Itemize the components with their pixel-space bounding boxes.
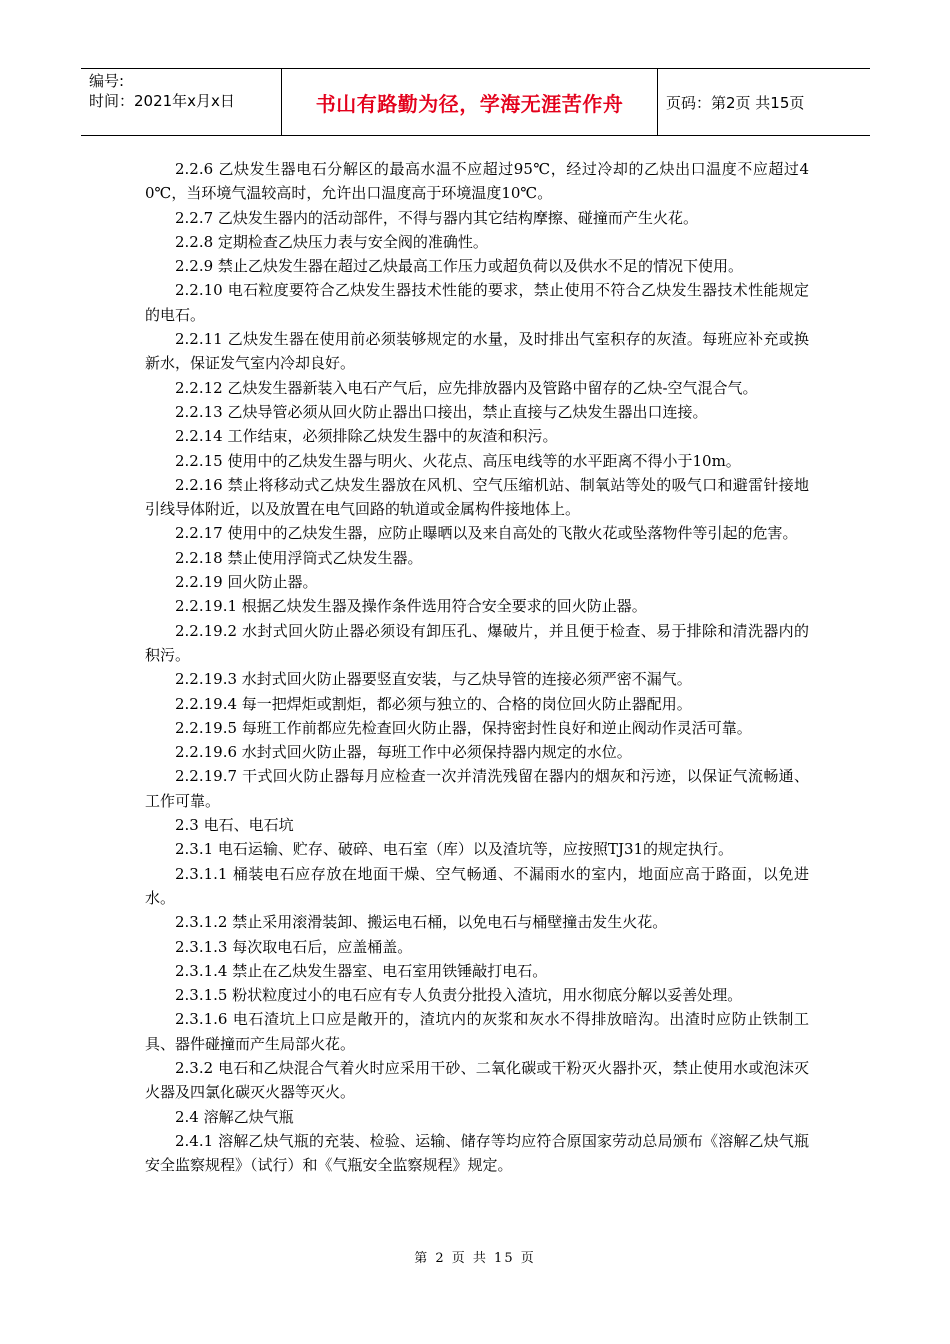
page-header [81, 68, 870, 136]
page-footer [0, 1247, 950, 1266]
footer-page-number: 第 2 页 共 15 页 [414, 1251, 536, 1266]
body-paragraph: 2.3.1.2 禁止采用滚滑装卸、搬运电石桶，以免电石与桶壁撞击发生火花。 [175, 913, 668, 932]
body-paragraph: 2.3 电石、电石坑 [175, 816, 294, 835]
body-paragraph: 2.3.1.3 每次取电石后，应盖桶盖。 [175, 937, 413, 956]
body-paragraph: 2.2.19.7 干式回火防止器每月应检查一次并清洗残留在器内的烟灰和污迹，以保证气流畅通、工作可靠。 [145, 767, 809, 810]
body-paragraph: 2.3.2 电石和乙炔混合气着火时应采用干砂、二氧化碳或干粉灭火器扑灭，禁止使用水或泡沫灭火器及四氯化碳灭火器等灭火。 [145, 1058, 809, 1102]
body-paragraph: 2.4.1 溶解乙炔气瓶的充装、检验、运输、储存等均应符合原国家劳动总局颁布《溶解乙炔气瓶安全监察规程》（试行）和《气瓶安全监察规程》规定。 [145, 1131, 809, 1175]
body-paragraph: 2.2.19.6 水封式回火防止器，每班工作中必须保持器内规定的水位。 [175, 743, 632, 762]
document-time-label: 时间：2021年x月x日 [89, 92, 235, 110]
body-paragraph: 2.2.17 使用中的乙炔发生器，应防止曝晒以及来自高处的飞散火花或坠落物件等引起的危害。 [175, 524, 798, 543]
body-paragraph: 2.2.18 禁止使用浮筒式乙炔发生器。 [175, 548, 423, 567]
body-paragraph: 2.2.19.3 水封式回火防止器要竖直安装，与乙炔导管的连接必须严密不漏气。 [175, 670, 692, 689]
body-paragraph: 2.2.12 乙炔发生器新装入电石产气后，应先排放器内及管路中留存的乙炔-空气混合气。 [175, 378, 758, 397]
body-paragraph: 2.4 溶解乙炔气瓶 [175, 1107, 294, 1126]
header-page-info: 页码：第2页 共15页 [666, 93, 805, 112]
body-paragraph: 2.2.10 电石粒度要符合乙炔发生器技术性能的要求，禁止使用不符合乙炔发生器技术性能规定的电石。 [145, 281, 809, 324]
body-paragraph: 2.3.1.1 桶装电石应存放在地面干燥、空气畅通、不漏雨水的室内，地面应高于路面，以免进水。 [145, 864, 809, 907]
body-paragraph: 2.2.19.2 水封式回火防止器必须设有卸压孔、爆破片，并且便于检查、易于排除和清洗器内的积污。 [145, 621, 809, 664]
header-meta-cell [81, 69, 282, 135]
body-paragraph: 2.2.19.4 每一把焊炬或割炬，都必须与独立的、合格的岗位回火防止器配用。 [175, 694, 692, 713]
body-paragraph: 2.2.19 回火防止器。 [175, 573, 318, 592]
header-motto-cell [282, 69, 658, 135]
body-paragraph: 2.2.6 乙炔发生器电石分解区的最高水温不应超过95℃，经过冷却的乙炔出口温度不应超过40℃，当环境气温较高时，允许出口温度高于环境温度10℃。 [145, 160, 809, 203]
body-paragraph: 2.2.11 乙炔发生器在使用前必须装够规定的水量，及时排出气室积存的灰渣。每班应补充或换新水，保证发气室内冷却良好。 [145, 330, 809, 373]
body-paragraph: 2.3.1.6 电石渣坑上口应是敞开的，渣坑内的灰浆和灰水不得排放暗沟。出渣时应防止铁制工具、器件碰撞而产生局部火花。 [145, 1010, 809, 1053]
body-paragraph: 2.2.19.1 根据乙炔发生器及操作条件选用符合安全要求的回火防止器。 [175, 597, 647, 616]
header-motto: 书山有路勤为径，学海无涯苦作舟 [315, 91, 624, 116]
body-paragraph: 2.2.14 工作结束，必须排除乙炔发生器中的灰渣和积污。 [175, 427, 558, 446]
document-number-label: 编号: [89, 72, 125, 90]
body-paragraph: 2.2.19.5 每班工作前都应先检查回火防止器，保持密封性良好和逆止阀动作灵活可靠。 [175, 718, 752, 737]
body-paragraph: 2.2.9 禁止乙炔发生器在超过乙炔最高工作压力或超负荷以及供水不足的情况下使用。 [175, 257, 743, 276]
body-paragraph: 2.2.15 使用中的乙炔发生器与明火、火花点、高压电线等的水平距离不得小于10m。 [175, 451, 741, 470]
body-paragraph: 2.3.1.5 粉状粒度过小的电石应有专人负责分批投入渣坑，用水彻底分解以妥善处理。 [175, 986, 743, 1005]
body-paragraph: 2.2.13 乙炔导管必须从回火防止器出口接出，禁止直接与乙炔发生器出口连接。 [175, 402, 708, 421]
body-paragraph: 2.2.7 乙炔发生器内的活动部件，不得与器内其它结构摩擦、碰撞而产生火花。 [175, 208, 698, 227]
body-paragraph: 2.3.1.4 禁止在乙炔发生器室、电石室用铁锤敲打电石。 [175, 961, 548, 980]
document-body [145, 157, 809, 1177]
body-paragraph: 2.3.1 电石运输、贮存、破碎、电石室（库）以及渣坑等，应按照TJ31的规定执行。 [175, 840, 734, 859]
header-page-cell [658, 69, 870, 135]
body-paragraph: 2.2.8 定期检查乙炔压力表与安全阀的准确性。 [175, 232, 488, 251]
body-paragraph: 2.2.16 禁止将移动式乙炔发生器放在风机、空气压缩机站、制氧站等处的吸气口和避雷针接地引线导体附近，以及放置在电气回路的轨道或金属构件接地体上。 [145, 475, 809, 519]
